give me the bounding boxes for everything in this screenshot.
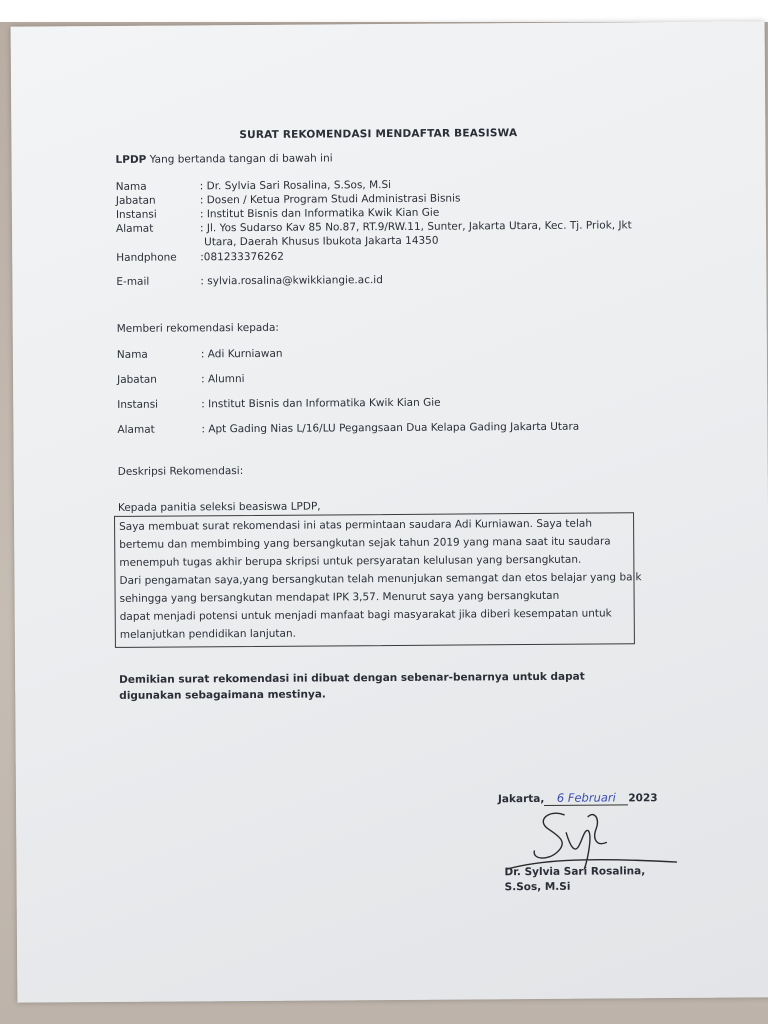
description-line: bertemu dan membimbing yang bersangkutan sejak tahun 2019 yang mana saat itu saudara [119, 535, 611, 551]
closing-line2: digunakan sebagaimana mestinya. [119, 688, 326, 702]
recommender-alamat-value-line2: Utara, Daerah Khusus Ibukota Jakarta 14350 [204, 234, 439, 249]
letter-title: SURAT REKOMENDASI MENDAFTAR BEASISWA [239, 127, 518, 142]
description-salutation: Kepada panitia seleksi beasiswa LPDP, [117, 500, 321, 514]
recommendee-instansi-label: Instansi [117, 398, 159, 411]
recommendee-jabatan-value: : Alumni [201, 373, 245, 386]
handwritten-date: 6 Februari [544, 790, 628, 806]
recommender-jabatan-label: Jabatan [115, 194, 156, 207]
description-line: Saya membuat surat rekomendasi ini atas permintaan saudara Adi Kurniawan. Saya telah [119, 517, 593, 533]
recommendee-alamat-label: Alamat [117, 423, 155, 436]
letter-page [11, 21, 768, 1002]
closing-line1: Demikian surat rekomendasi ini dibuat dengan sebenar-benarnya untuk dapat [119, 670, 585, 686]
recommender-nama-value: : Dr. Sylvia Sari Rosalina, S.Sos, M.Si [199, 178, 392, 193]
description-line: melanjutkan pendidikan lanjutan. [119, 627, 296, 641]
description-line: menempuh tugas akhir berupa skripsi untuk persyaratan kelulusan yang bersangkutan. [119, 553, 582, 569]
description-box [114, 512, 642, 648]
recommendee-alamat-value: : Apt Gading Nias L/16/LU Pegangsaan Dua Kelapa Gading Jakarta Utara [201, 420, 580, 436]
description-heading: Deskripsi Rekomendasi: [117, 465, 244, 478]
description-line: Dari pengamatan saya,yang bersangkutan telah menunjukan semangat dan etos belajar yang baik [119, 571, 642, 587]
recommender-handphone-label: Handphone [116, 251, 177, 264]
intro-lpdp: LPDP [115, 153, 147, 166]
recommendee-instansi-value: : Institut Bisnis dan Informatika Kwik Kian Gie [201, 396, 441, 411]
recommender-email-value: : sylvia.rosalina@kwikkiangie.ac.id [200, 274, 383, 288]
signature-date [498, 790, 658, 806]
description-line: dapat menjadi potensi untuk menjadi manfaat bagi masyarakat jika diberi kesempatan untuk [119, 607, 612, 623]
recommender-instansi-label: Instansi [115, 208, 157, 221]
recommendee-heading: Memberi rekomendasi kepada: [116, 321, 279, 335]
signature-city: Jakarta, [497, 792, 545, 806]
recommender-alamat-label: Alamat [115, 222, 154, 235]
signer-name-line2: S.Sos, M.Si [504, 880, 571, 894]
recommender-instansi-value: : Institut Bisnis dan Informatika Kwik Kian Gie [199, 206, 440, 221]
signer-name-line1: Dr. Sylvia Sari Rosalina, [504, 865, 646, 879]
intro-text: Yang bertanda tangan di bawah ini [146, 152, 333, 166]
recommender-alamat-value-line1: : Jl. Yos Sudarso Kav 85 No.87, RT.9/RW.11, Sunter, Jakarta Utara, Kec. Tj. Priok, Jkt [199, 219, 632, 235]
recommendee-jabatan-label: Jabatan [117, 373, 157, 386]
recommender-nama-label: Nama [115, 180, 147, 193]
signature-stroke [506, 812, 676, 869]
description-line: sehingga yang bersangkutan mendapat IPK 3,57. Menurut saya yang bersangkutan [119, 589, 560, 605]
letter-intro [115, 152, 332, 166]
recommender-email-label: E-mail [116, 275, 150, 288]
top-background [0, 0, 768, 22]
recommender-jabatan-value: : Dosen / Ketua Program Studi Administrasi Bisnis [199, 192, 461, 207]
recommendee-nama-value: : Adi Kurniawan [200, 347, 283, 361]
recommender-handphone-value: :081233376262 [200, 250, 284, 264]
recommendee-nama-label: Nama [116, 348, 148, 361]
signature-year: 2023 [628, 792, 658, 805]
